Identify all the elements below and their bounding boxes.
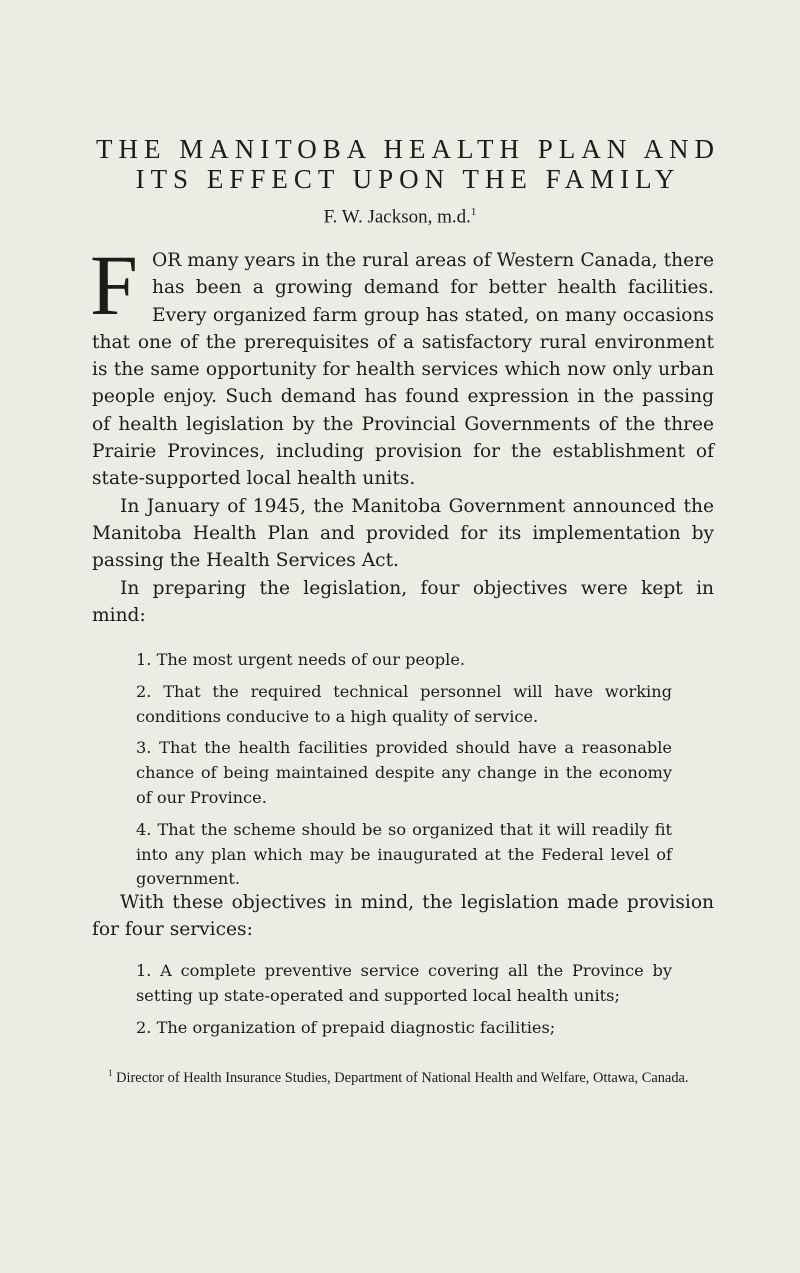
drop-cap: F	[90, 237, 138, 333]
author-footnote-marker: 1	[470, 206, 477, 218]
footnote-text: Director of Health Insurance Studies, Department of National Health and Welfare, Ottawa, Canada.	[116, 1069, 689, 1086]
title-line-1: THE MANITOBA HEALTH PLAN AND	[95, 134, 720, 164]
services-list	[136, 959, 672, 1040]
author-byline	[0, 206, 800, 228]
objectives-list	[136, 648, 672, 892]
footnote-marker: 1	[108, 1068, 113, 1078]
objective-item: 3. That the health facilities provided should have a reasonable chance of being maintained despite any change in the economy of our Province.	[136, 738, 672, 807]
objective-item: 1. The most urgent needs of our people.	[136, 650, 466, 669]
footnote	[92, 1064, 714, 1088]
intro-paragraph-2: In January of 1945, the Manitoba Government announced the Manitoba Health Plan and provided for its implementation by passing the Health Services Act.	[92, 495, 714, 572]
intro-paragraph-3: In preparing the legislation, four objectives were kept in mind:	[92, 577, 714, 626]
author-name: F. W. Jackson, m.d.	[323, 206, 471, 228]
services-intro-section	[92, 889, 714, 944]
objective-item: 4. That the scheme should be so organized that it will readily fit into any plan which may be inaugurated at the Federal level of government.	[136, 819, 672, 889]
intro-paragraph-1	[90, 237, 714, 493]
intro-section	[90, 237, 714, 629]
services-intro-paragraph: With these objectives in mind, the legislation made provision for four services:	[92, 892, 714, 941]
service-item: 2. The organization of prepaid diagnostic facilities;	[136, 1017, 556, 1037]
intro-paragraph-1-text: OR many years in the rural areas of Western Canada, there has been a growing demand for better health facilities. Every organized farm group has stated, on many occasions that one of the prerequisites of a satisfactory rural environment is the same opportunity for health services which now only urban people enjoy. Such demand has found expression in the passing of health legislation by the Provincial Governments of the three Prairie Provinces, including provision for the establishment of state-supported local health units.	[92, 250, 714, 490]
title-line-2: ITS EFFECT UPON THE FAMILY	[135, 164, 681, 194]
service-item: 1. A complete preventive service covering all the Province by setting up state-operated and supported local health units;	[136, 961, 672, 1005]
objective-item: 2. That the required technical personnel will have working conditions conducive to a high quality of service.	[136, 681, 672, 726]
